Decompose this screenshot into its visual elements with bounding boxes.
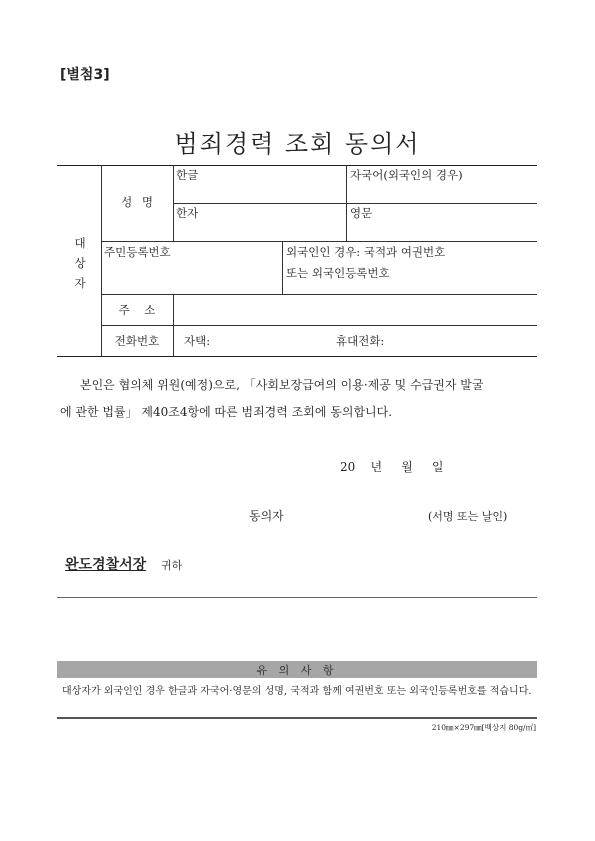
english-label: 영문 <box>350 206 373 220</box>
subject-label: 대 상 자 <box>74 236 86 290</box>
recipient-name: 완도경찰서장 <box>65 557 147 573</box>
notice-text: 대상자가 외국인인 경우 한글과 자국어·영문의 성명, 국적과 함께 여권번호 또는 외국인등록번호를 적습니다. <box>62 686 532 697</box>
paper-size-note: 210㎜×297㎜[백상지 80g/㎡] <box>431 723 536 732</box>
resident-number-label: 주민등록번호 <box>104 245 171 259</box>
document-title: 범죄경력 조회 동의서 <box>174 130 421 158</box>
address-label: 주 소 <box>118 303 156 317</box>
mobile-phone-label: 휴대전화: <box>336 334 385 348</box>
honorific: 귀하 <box>161 559 183 572</box>
consent-line-1: 본인은 협의체 위원(예정)으로, 「사회보장급여의 이용·제공 및 수급권자 발굴 <box>80 378 484 392</box>
hangul-label: 한글 <box>176 168 199 182</box>
consent-line-2: 에 관한 법률」 제40조4항에 따른 범죄경력 조회에 동의합니다. <box>60 405 393 419</box>
consent-statement <box>60 372 540 426</box>
notice-bottom-rule <box>57 717 537 719</box>
foreigner-label-line2: 또는 외국인등록번호 <box>286 266 390 280</box>
signature-note: (서명 또는 날인) <box>428 510 508 523</box>
signer-label: 동의자 <box>249 509 284 523</box>
divider <box>57 597 537 598</box>
native-language-label: 자국어(외국인의 경우) <box>350 168 463 182</box>
attachment-label: [별첨3] <box>60 67 110 83</box>
phone-label: 전화번호 <box>114 334 160 348</box>
notice-title: 유 의 사 항 <box>256 664 338 677</box>
name-label: 성 명 <box>121 195 153 209</box>
foreigner-label-line1: 외국인인 경우: 국적과 여권번호 <box>286 245 446 259</box>
home-phone-label: 자택: <box>184 334 211 348</box>
hanja-label: 한자 <box>176 206 199 220</box>
date-line: 20 년 월 일 <box>340 460 444 474</box>
